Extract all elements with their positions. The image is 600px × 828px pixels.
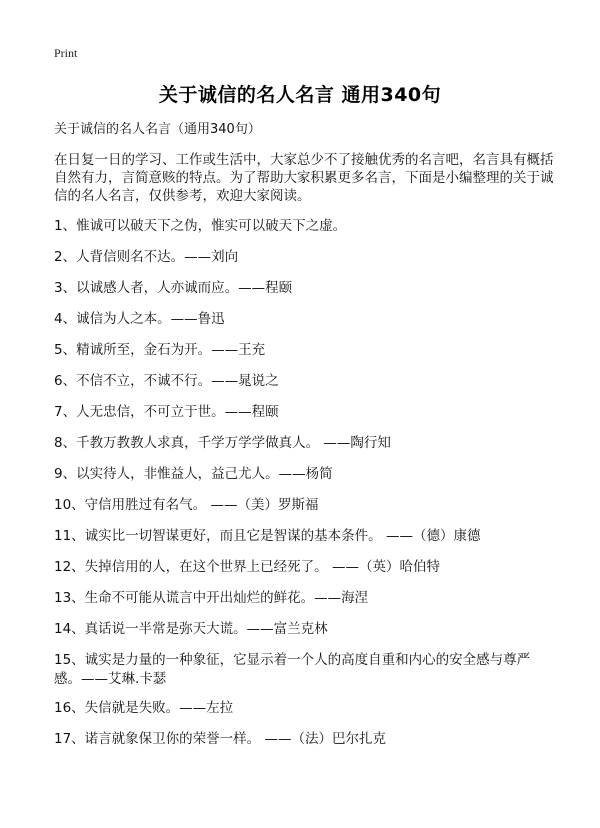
quote-item: 8、千教万教教人求真，千学万学学做真人。 ——陶行知 [54, 435, 391, 451]
quote-list [54, 217, 554, 749]
quote-item: 7、人无忠信，不可立于世。——程颐 [54, 404, 279, 420]
quote-item: 5、精诚所至，金石为开。——王充 [54, 342, 266, 358]
quote-item: 11、诚实比一切智谋更好，而且它是智谋的基本条件。 ——（德）康德 [54, 528, 481, 544]
quote-item: 17、诺言就象保卫你的荣誉一样。 ——（法）巴尔扎克 [54, 731, 386, 747]
quote-item: 16、失信就是失败。——左拉 [54, 700, 234, 716]
intro-paragraph: 在日复一日的学习、工作或生活中，大家总少不了接触优秀的名言吧，名言具有概括自然有力，言简意赅的特点。为了帮助大家积累更多名言，下面是小编整理的关于诚信的名人名言，仅供参考，欢迎大家阅读。 [54, 152, 554, 204]
quote-item: 1、惟诚可以破天下之伪，惟实可以破天下之虚。 [54, 218, 347, 234]
quote-item: 9、以实待人，非惟益人，益己尤人。——杨简 [54, 466, 333, 482]
quote-item: 3、以诚感人者，人亦诚而应。——程颐 [54, 280, 293, 296]
document-body [54, 120, 554, 761]
quote-item: 10、守信用胜过有名气。 ——（美）罗斯福 [54, 497, 319, 513]
quote-item: 13、生命不可能从谎言中开出灿烂的鲜花。——海涅 [54, 590, 369, 606]
quote-item: 12、失掉信用的人，在这个世界上已经死了。 ——（英）哈伯特 [54, 559, 440, 575]
document-subtitle: 关于诚信的名人名言（通用340句） [54, 122, 261, 137]
quote-item: 4、诚信为人之本。——鲁迅 [54, 311, 225, 327]
quote-item: 2、人背信则名不达。——刘向 [54, 249, 239, 265]
print-link[interactable]: Print [54, 46, 78, 60]
quote-item: 14、真话说一半常是弥天大谎。——富兰克林 [54, 621, 328, 637]
quote-item: 15、诚实是力量的一种象征，它显示着一个人的高度自重和内心的安全感与尊严感。——艾琳.卡瑟 [54, 652, 531, 687]
quote-item: 6、不信不立，不诚不行。——晁说之 [54, 373, 279, 389]
document-title: 关于诚信的名人名言 通用340句 [158, 84, 442, 106]
